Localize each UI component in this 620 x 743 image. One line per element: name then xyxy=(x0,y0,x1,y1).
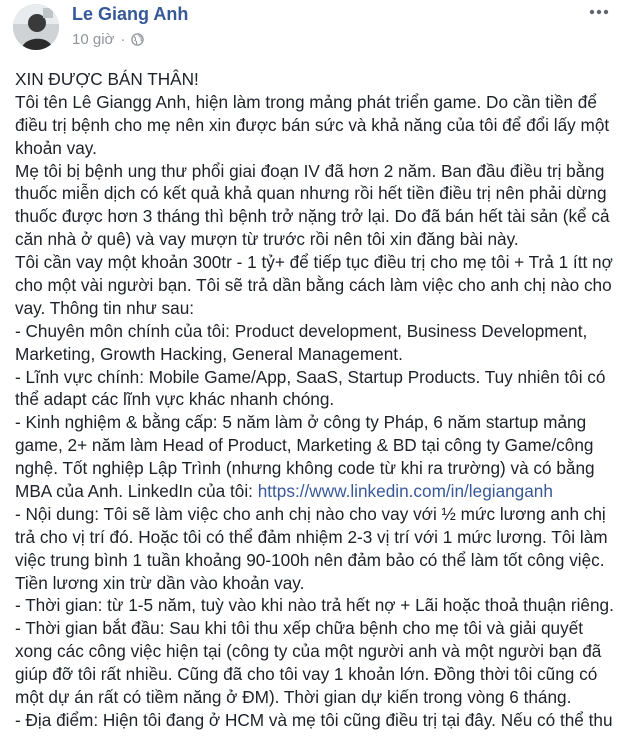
post-text-segment: MBA của Anh. LinkedIn của tôi: xyxy=(15,481,258,502)
post-text-line: game, 2+ năm làm Head of Product, Marketing & BD tại công ty Game/công xyxy=(15,435,594,456)
post-text-line: - Nội dung: Tôi sẽ làm việc cho anh chị nào cho vay với ½ mức lương anh chị xyxy=(15,503,606,524)
avatar-image xyxy=(13,4,59,50)
linkedin-link[interactable]: https://www.linkedin.com/in/legianganh xyxy=(257,481,553,502)
post-text-line: nghệ. Tốt nghiệp Lập Trình (nhưng không code từ khi ra trường) và có bằng xyxy=(15,458,595,479)
more-options-icon[interactable] xyxy=(586,2,612,22)
post-text-line: Mẹ tôi bị bệnh ung thư phổi giai đoạn IV đã hơn 2 năm. Ban đầu điều trị bằng xyxy=(15,160,605,181)
post-text-line: Tôi cần vay một khoản 300tr - 1 tỷ+ để tiếp tục điều trị cho mẹ tôi + Trả 1 ítt nợ xyxy=(15,252,613,273)
post-body xyxy=(15,68,615,732)
post-text-line: vay. Thông tin như sau: xyxy=(15,297,195,318)
post-meta xyxy=(72,31,144,48)
post-text-line: một dự án rất có tiềm năng ở ĐM). Thời gian dự kiến trong vòng 6 tháng. xyxy=(15,687,572,708)
globe-icon[interactable] xyxy=(131,33,144,46)
author-avatar[interactable] xyxy=(13,4,59,50)
post-text-line: thuốc được hơn 3 tháng thì bệnh trở nặng trở lại. Do đã bán hết tài sản (kể cả xyxy=(15,206,610,227)
post-text-line: trả cho vị trí đó. Hoặc tôi có thể đảm nhiệm 2-3 vị trí với 1 mức lương. Tôi làm xyxy=(15,526,608,547)
post-text-line: căn nhà ở quê) và vay mượn từ trước rồi nên tôi xin đăng bài này. xyxy=(15,229,519,250)
post-text-line: cho một vài người bạn. Tôi sẽ trả dần bằng cách làm việc cho anh chị nào cho xyxy=(15,275,612,296)
post-text-line: điều trị bệnh cho mẹ nên xin được bán sức và khả năng của tôi để đổi lấy một xyxy=(15,114,610,135)
post-text-line: xong các công việc hiện tại (công ty của một người anh và một người bạn đã xyxy=(15,641,602,662)
post-text-line: giúp đỡ tôi rất nhiều. Cũng đã cho tôi vay 1 khoản lớn. Đồng thời tôi cũng có xyxy=(15,664,598,685)
post-timestamp[interactable]: 10 giờ xyxy=(72,31,115,48)
post-text-line: Tôi tên Lê Giangg Anh, hiện làm trong mảng phát triển game. Do cần tiền để xyxy=(15,91,597,112)
post-text-line: - Kinh nghiệm & bằng cấp: 5 năm làm ở công ty Pháp, 6 năm startup mảng xyxy=(15,412,587,433)
post-text-line: Marketing, Growth Hacking, General Management. xyxy=(15,343,403,364)
post-text-line-linkedin xyxy=(15,480,615,503)
author-name[interactable]: Le Giang Anh xyxy=(72,4,189,24)
post-text-line: Tiền lương xin trừ dần vào khoản vay. xyxy=(15,572,305,593)
post-text-line: việc trung bình 1 tuần khoảng 90-100h nên đảm bảo có thể làm tốt công việc. xyxy=(15,549,605,570)
meta-separator: · xyxy=(120,31,126,48)
post-header xyxy=(0,0,620,60)
post-text-line: - Địa điểm: Hiện tôi đang ở HCM và mẹ tôi cũng điều trị tại đây. Nếu có thể thu xyxy=(15,709,613,730)
post-text-line: - Lĩnh vực chính: Mobile Game/App, SaaS, Startup Products. Tuy nhiên tôi có xyxy=(15,366,606,387)
post-text-line: khoản vay. xyxy=(15,137,97,158)
post-text-line: XIN ĐƯỢC BÁN THÂN! xyxy=(15,69,199,89)
post-text-line: - Thời gian: từ 1-5 năm, tuỳ vào khi nào trả hết nợ + Lãi hoặc thoả thuận riêng. xyxy=(15,595,614,616)
post-text-line: - Chuyên môn chính của tôi: Product development, Business Development, xyxy=(15,320,588,341)
post-text-line: thể adapt các lĩnh vực khác nhanh chóng. xyxy=(15,389,335,410)
post-text-line: thuốc miễn dịch có kết quả khả quan nhưng rồi hết tiền điều trị nên phải dừng xyxy=(15,183,607,204)
post-text-line: - Thời gian bắt đầu: Sau khi tôi thu xếp chữa bệnh cho mẹ tôi và giải quyết xyxy=(15,618,584,639)
